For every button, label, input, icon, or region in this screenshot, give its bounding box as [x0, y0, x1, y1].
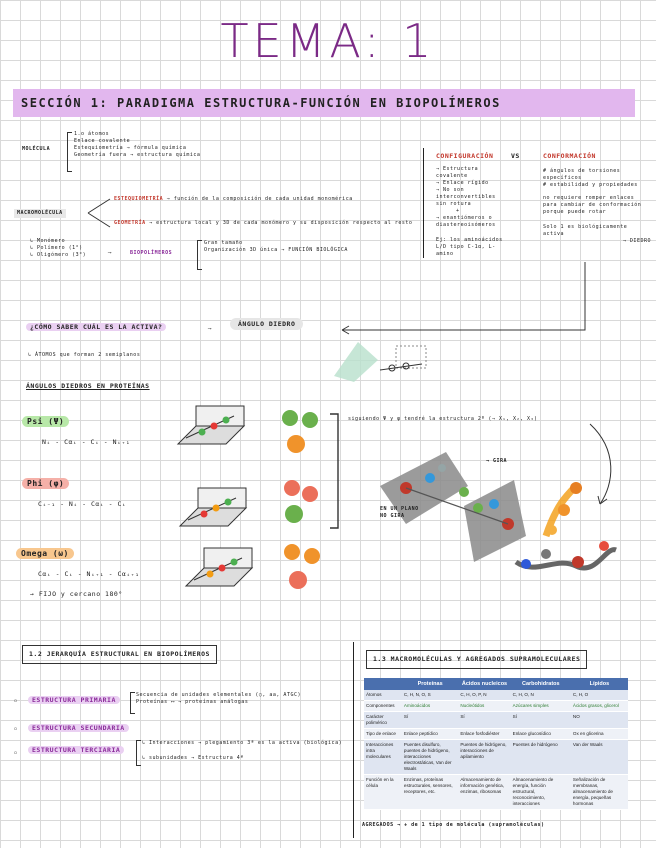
- angulo-diedro-pill: [230, 320, 303, 329]
- conform-item: # ángulos de torsiones específicos: [543, 168, 621, 181]
- phi-label: [22, 478, 69, 489]
- bullet-icon: ▫: [14, 726, 18, 732]
- table-cell: Azúcares simples: [511, 701, 571, 712]
- bio-list: [204, 240, 364, 254]
- geometria-desc: → estructura local y 3D de cada monómero y su disposición respecto al resto: [149, 220, 413, 226]
- table-row: [364, 701, 628, 712]
- table-cell: Sí: [458, 712, 510, 729]
- psi-label: [22, 416, 69, 427]
- phi-atoms-icon: [276, 474, 326, 530]
- bottom-divider: [353, 642, 354, 838]
- psi-text: Psi (Ψ): [22, 416, 69, 427]
- phi-formula: Cᵢ₋₁ - Nᵢ - Cαᵢ - Cᵢ: [38, 500, 127, 508]
- jerarquia-title: 1.2 JERARQUÍA ESTRUCTURAL EN BIOPOLÍMEROS: [22, 645, 217, 664]
- configuracion-list: [436, 166, 508, 258]
- agregados-note: AGREGADOS → + de 1 tipo de molécula (supramoléculas): [362, 822, 545, 828]
- phi-plane-diagram: [176, 486, 250, 532]
- omega-text: Omega (ω): [16, 548, 74, 559]
- estequiometria-line: [114, 196, 414, 203]
- table-cell: Van der Waals: [571, 740, 628, 775]
- omega-atoms-icon: [278, 540, 328, 594]
- macromolecule-table: [364, 678, 628, 810]
- conform-item: Solo 1 es biológicamente activa: [543, 224, 628, 237]
- no-gira-label: EN UN PLANO NO GIRA: [380, 506, 419, 519]
- table-header: Proteínas: [402, 678, 458, 690]
- table-cell: Función en la célula: [364, 775, 402, 810]
- config-item: → Estructura covalente: [436, 166, 479, 179]
- comparison-divider: [423, 148, 424, 258]
- page-title: TEMA: 1: [220, 14, 436, 68]
- table-cell: Nucleótidos: [458, 701, 510, 712]
- config-item: → No son interconvertibles sin rotura: [436, 187, 496, 207]
- table-cell: C, H, O, N: [511, 690, 571, 701]
- table-cell: Ácidos grasos, glicerol: [571, 701, 628, 712]
- omega-label: [16, 548, 74, 559]
- table-cell: Enzimas, proteínas estructurales, sensores, receptores, etc.: [402, 775, 458, 810]
- secundaria-text: ESTRUCTURA SECUNDARIA: [28, 724, 129, 732]
- molecula-item: 1.o átomos: [74, 131, 110, 137]
- arrow-icon: ⟶: [208, 326, 212, 332]
- table-cell: Almacenamiento de información genética, enzimas, ribosomas: [458, 775, 510, 810]
- terciaria-text: ESTRUCTURA TERCIARIA: [28, 746, 124, 754]
- omega-plane-diagram: [182, 546, 256, 592]
- config-item: +: [456, 208, 460, 214]
- level-item: ↳ Oligómero (3°): [30, 252, 87, 258]
- level-item: ↳ Polímero (1°): [30, 245, 83, 251]
- molecula-item: Estequiometría → fórmula química: [74, 145, 187, 151]
- table-cell: Interacciones intra moleculares: [364, 740, 402, 775]
- vs-label: VS: [511, 152, 520, 160]
- terciaria-bracket: [136, 740, 141, 766]
- geometria-line: [114, 220, 414, 227]
- config-item: → Enlace rígido: [436, 180, 489, 186]
- table-cell: Puentes disulfuro, puentes de hidrógeno, interacciones electrostáticas, Van der Waals: [402, 740, 458, 775]
- gira-text: GIRA: [493, 458, 508, 464]
- bio-bracket: [197, 240, 202, 270]
- config-item: Ej: los aminoácidos L/D tipo C-1α, L-amino: [436, 237, 503, 257]
- polymer-levels: [30, 238, 110, 259]
- table-cell: Puentes de hidrógeno, interacciones de apilamiento: [458, 740, 510, 775]
- biopolimeros-term: BIOPOLÍMEROS: [130, 250, 173, 256]
- molecula-label: MOLÉCULA: [22, 146, 51, 152]
- table-row: [364, 740, 628, 775]
- macro-title: 1.3 MACROMOLÉCULAS Y AGREGADOS SUPRAMOLECULARES: [366, 650, 587, 669]
- molecula-list: [74, 131, 234, 159]
- omega-formula: Cαᵢ - Cᵢ - Nᵢ₊₁ - Cαᵢ₊₁: [38, 570, 140, 578]
- table-row: [364, 775, 628, 810]
- table-header: [364, 678, 402, 690]
- table-row: [364, 690, 628, 701]
- section-title: SECCIÓN 1: PARADIGMA ESTRUCTURA-FUNCIÓN EN BIOPOLÍMEROS: [21, 96, 501, 110]
- table-cell: NO: [571, 712, 628, 729]
- estequiometria-term: ESTEQUIOMETRÍA: [114, 196, 164, 202]
- table-cell: Enlace peptídico: [402, 729, 458, 740]
- table-cell: Aminoácidos: [402, 701, 458, 712]
- siguiendo-note: siguiendo Ψ y φ tendré la estructura 2º (→ X₁, X₂, X₃): [348, 416, 538, 422]
- conform-item: # estabilidad y propiedades: [543, 182, 638, 188]
- section-header: [13, 89, 635, 117]
- table-cell: Señalización de membranas, almacenamiento de energía, pequeñas hormonas: [571, 775, 628, 810]
- conform-item: no requiere romper enlaces para cambiar de conformación porque puede rotar: [543, 195, 642, 215]
- table-cell: Átomos: [364, 690, 402, 701]
- protein-backbone-model: [506, 466, 626, 586]
- psi-plane-diagram: [174, 404, 248, 450]
- terciaria-list: [142, 740, 352, 762]
- angulo-diedro-text: ÁNGULO DIEDRO: [230, 318, 303, 330]
- primaria-item: Proteínas ⟷ → proteínas análogas: [136, 699, 249, 705]
- primaria-bracket: [130, 692, 135, 714]
- conformacion-title: CONFORMACIÓN: [543, 152, 596, 160]
- molecula-item: Enlace covalente: [74, 138, 131, 144]
- table-cell: C, H, O: [571, 690, 628, 701]
- table-header: Ácidos nucleicos: [458, 678, 510, 690]
- macromolecula-branch: [86, 196, 112, 230]
- terciaria-item: ↳ subunidades → Estructura 4ª: [142, 755, 244, 761]
- conform-item: → DIEDRO: [622, 238, 651, 244]
- terciaria-label: [28, 746, 124, 755]
- table-cell: Enlace fosfodiéster: [458, 729, 510, 740]
- estequiometria-desc: → función de la composición de cada unidad monomérica: [166, 196, 353, 202]
- table-cell: Tipo de enlace: [364, 729, 402, 740]
- table-cell: Sí: [402, 712, 458, 729]
- table-cell: Componentes: [364, 701, 402, 712]
- table-row: [364, 712, 628, 729]
- conformacion-list: [543, 168, 651, 245]
- secundaria-label: [28, 724, 129, 733]
- psi-formula: Nᵢ - Cαᵢ - Cᵢ - Nᵢ₊₁: [42, 438, 131, 446]
- phi-text: Phi (φ): [22, 478, 69, 489]
- geometria-term: GEOMETRÍA: [114, 220, 146, 226]
- angles-bracket: [328, 412, 342, 532]
- table-cell: Almacenamiento de energía, función estructural, reconocimiento, interacciones: [511, 775, 571, 810]
- diedro-note: ↳ ÁTOMOS que forman 2 semiplanos: [28, 352, 141, 358]
- psi-atoms-icon: [276, 404, 326, 458]
- primaria-item: Secuencia de unidades elementales (◯, aa, ATGC): [136, 692, 301, 698]
- diedro-planes-diagram: [330, 338, 430, 384]
- primaria-text: ESTRUCTURA PRIMARIA: [28, 696, 120, 704]
- config-item: → enantiómeros o diastereoisómeros: [436, 215, 496, 228]
- level-item: ↳ Monómero: [30, 238, 66, 244]
- table-cell: Ox en glicerina: [571, 729, 628, 740]
- table-header: Carbohidratos: [511, 678, 571, 690]
- omega-note: → FIJO y cercano 180°: [30, 590, 123, 598]
- table-cell: Sí: [511, 712, 571, 729]
- table-cell: C, H, O, P, N: [458, 690, 510, 701]
- table-cell: C, H, N, O, S: [402, 690, 458, 701]
- molecula-bracket: [67, 132, 72, 172]
- molecula-item: Geometría fuera → estructura química: [74, 152, 201, 158]
- diedro-arrow: [330, 260, 592, 340]
- bullet-icon: ▫: [14, 698, 18, 704]
- gira-label: → GIRA: [486, 458, 508, 464]
- angulos-heading: ÁNGULOS DIEDROS EN PROTEÍNAS: [26, 382, 150, 390]
- primaria-label: [28, 696, 120, 705]
- bullet-icon: ▫: [14, 750, 18, 756]
- bio-item: Gran tamaño: [204, 240, 243, 246]
- como-saber-text: ¿CÓMO SABER CUÁL ES LA ACTIVA?: [26, 323, 166, 331]
- como-saber-question: [26, 323, 166, 332]
- table-cell: Enlace glucosídico: [511, 729, 571, 740]
- arrow-icon: ⟶: [108, 250, 112, 256]
- table-row: [364, 729, 628, 740]
- terciaria-item: ↳ Interacciones → plegamiento 3ª es la activa (biológica): [142, 740, 343, 746]
- configuracion-title: CONFIGURACIÓN: [436, 152, 494, 160]
- table-header: Lípidos: [571, 678, 628, 690]
- primaria-list: [136, 692, 346, 706]
- table-cell: Puentes de hidrógeno: [511, 740, 571, 775]
- bio-item: Organización 3D única → FUNCIÓN BIOLÓGICA: [204, 247, 348, 253]
- macromolecula-label: MACROMOLÉCULA: [14, 209, 66, 218]
- table-cell: Carácter polimérico: [364, 712, 402, 729]
